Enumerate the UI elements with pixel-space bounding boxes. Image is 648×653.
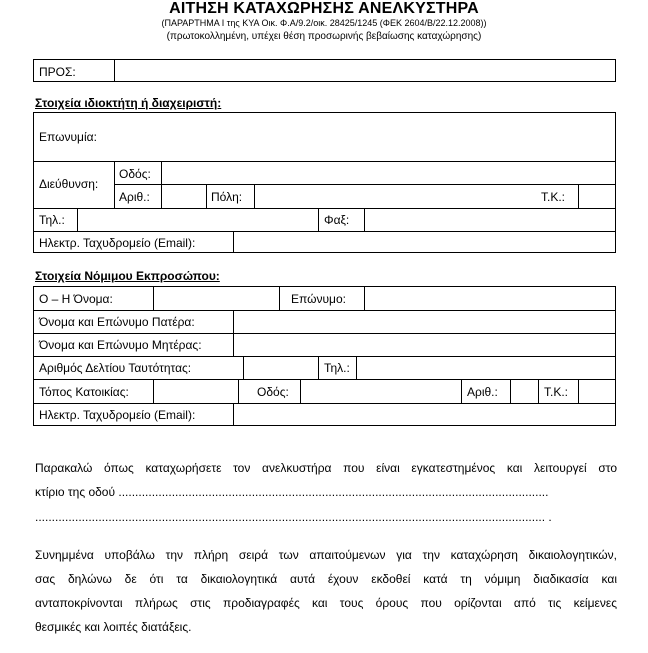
recipient-field[interactable] [116,61,614,80]
owner-phone-label: Τηλ.: [39,213,65,227]
rep-email-label: Ηλεκτρ. Ταχυδρομείο (Email): [39,408,196,422]
rep-father-label: Όνομα και Επώνυμο Πατέρα: [39,315,195,329]
owner-name-field[interactable] [110,114,614,159]
rep-mother-field[interactable] [235,335,614,355]
owner-city-field[interactable] [256,186,536,207]
rep-postcode-label: Τ.Κ.: [544,385,569,399]
rep-first-name-field[interactable] [155,288,278,309]
rep-residence-label: Τόπος Κατοικίας: [39,385,129,399]
owner-email-field[interactable] [235,233,614,252]
owner-street-label: Οδός: [119,167,151,181]
owner-name-label: Επωνυμία: [39,130,97,144]
rep-postcode-field[interactable] [580,381,614,402]
request-text-line-2: κτίριο της οδού ................................................................................................................................. [35,485,549,499]
representative-section-heading: Στοιχεία Νόμιμου Εκπροσώπου: [35,269,220,283]
form-title: ΑΙΤΗΣΗ ΚΑΤΑΧΩΡΗΣΗΣ ΑΝΕΛΚΥΣΤΗΡΑ [169,0,479,17]
owner-address-label: Διεύθυνση: [39,177,99,191]
rep-email-field[interactable] [235,405,614,425]
request-text-line-3: ......................................................................................................................................................... . [35,510,552,524]
attachments-text-line-2: σας δηλώνω δε ότι τα δικαιολογητικά αυτά έχουν εκδοθεί κατά τη νόμιμη διαδικασία και [35,572,617,586]
rep-id-field[interactable] [245,358,317,378]
rep-last-name-field[interactable] [366,288,614,309]
rep-first-name-label: Ο – Η Όνομα: [39,292,113,306]
attachments-text-line-3: ανταποκρίνονται πλήρως στις προδιαγραφές και τους όρους που ορίζονται από τις κείμενες [35,596,617,610]
owner-number-field[interactable] [163,186,205,207]
rep-id-label: Αριθμός Δελτίου Ταυτότητας: [39,361,192,375]
owner-section-heading: Στοιχεία ιδιοκτήτη ή διαχειριστή: [35,96,222,110]
recipient-label: ΠΡΟΣ: [39,65,76,79]
request-text-line-1: Παρακαλώ όπως καταχωρήσετε τον ανελκυστήρα που είναι εγκατεστημένος και λειτουργεί στο [35,461,617,475]
form-note: (πρωτοκολλημένη, υπέχει θέση προσωρινής βεβαίωσης καταχώρησης) [166,31,482,42]
attachments-text-line-4: θεσμικές και λοιπές διατάξεις. [35,620,192,634]
rep-number-label: Αριθ.: [467,385,498,399]
rep-number-field[interactable] [512,381,537,402]
owner-postcode-field[interactable] [580,186,614,207]
owner-fax-label: Φαξ: [324,213,350,227]
rep-father-field[interactable] [235,312,614,332]
owner-phone-field[interactable] [79,210,317,230]
rep-phone-label: Τηλ.: [324,361,350,375]
attachments-text-line-1: Συνημμένα υποβάλω την πλήρη σειρά των απαιτούμενων για την καταχώρηση δικαιολογητικών, [35,548,617,562]
owner-number-label: Αριθ.: [119,190,150,204]
rep-mother-label: Όνομα και Επώνυμο Μητέρας: [39,338,202,352]
rep-last-name-label: Επώνυμο: [291,292,346,306]
rep-street-label: Οδός: [257,385,289,399]
owner-postcode-label: Τ.Κ.: [541,190,566,204]
owner-fax-field[interactable] [366,210,614,230]
rep-phone-field[interactable] [358,358,614,378]
owner-city-label: Πόλη: [211,190,243,204]
owner-street-field[interactable] [163,163,614,183]
form-legal-reference: (ΠΑΡΑΡΤΗΜΑ Ι της ΚΥΑ Οικ. Φ.Α/9.2/οικ. 28425/1245 (ΦΕΚ 2604/Β/22.12.2008)) [161,18,487,28]
rep-residence-field[interactable] [155,381,237,402]
owner-email-label: Ηλεκτρ. Ταχυδρομείο (Email): [39,236,196,250]
rep-street-field[interactable] [302,381,460,402]
